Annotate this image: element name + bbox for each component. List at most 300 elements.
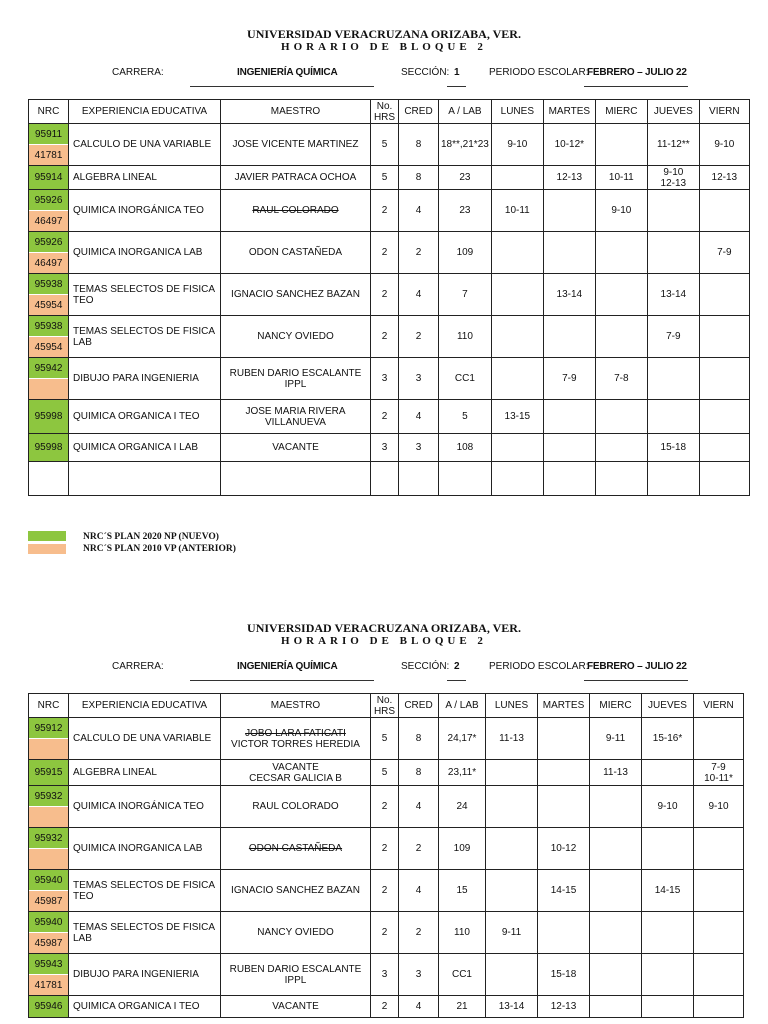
hrs-cell: 2 [371,912,399,954]
lunes-cell [491,462,543,496]
lunes-cell [491,316,543,358]
martes-cell [538,912,590,954]
nrc-cell [29,912,69,954]
cred-cell: 8 [399,166,439,190]
hrs-cell: 2 [371,190,399,232]
lunes-cell [491,232,543,274]
nrc-plan2010: 45987 [29,890,68,911]
mierc-cell: 7-8 [595,358,647,400]
hrs-cell: 2 [371,274,399,316]
mierc-cell [590,996,642,1018]
schedule-subtitle: HORARIO DE BLOQUE 2 [281,635,487,647]
table-row [29,434,750,462]
lab-cell: 7 [439,274,492,316]
table-row [29,760,744,786]
carrera-label: CARRERA: [112,67,164,78]
experiencia-cell: TEMAS SELECTOS DE FISICA TEO [69,870,221,912]
nrc-plan2020: 95940 [29,870,68,890]
mierc-cell [590,912,642,954]
martes-cell: 15-18 [538,954,590,996]
nrc-plan2020: 95942 [29,358,68,378]
martes-cell: 12-13 [543,166,595,190]
experiencia-cell: TEMAS SELECTOS DE FISICA TEO [69,274,221,316]
nrc-cell [29,760,69,786]
maestro-cell [221,718,371,760]
cred-cell: 2 [399,828,439,870]
maestro-name: NANCY OVIEDO [257,331,334,342]
maestro-cell [221,232,371,274]
hrs-cell: 5 [371,166,399,190]
martes-cell: 14-15 [538,870,590,912]
experiencia-cell: ALGEBRA LINEAL [69,760,221,786]
maestro-cell [221,190,371,232]
maestro-cell [221,912,371,954]
jueves-cell: 14-15 [642,870,694,912]
lab-cell: 108 [439,434,492,462]
jueves-cell: 15-16* [642,718,694,760]
experiencia-cell: QUIMICA INORGÁNICA TEO [69,190,221,232]
maestro-name: JOSE VICENTE MARTINEZ [232,139,359,150]
nrc-plan2020: 95998 [29,434,68,461]
lab-header: A / LAB [439,100,492,124]
nrc-plan2020: 95938 [29,274,68,294]
maestro-name: CECSAR GALICIA B [249,772,342,784]
periodo-value: FEBRERO – JULIO 22 [587,67,687,78]
lab-cell: 23,11* [439,760,486,786]
lunes-cell [486,954,538,996]
nrc-header: NRC [29,100,69,124]
nrc-cell [29,124,69,166]
nrc-cell [29,232,69,274]
jueves-cell [647,462,699,496]
lab-cell: 18**,21*23 [439,124,492,166]
vier-cell [699,358,749,400]
cred-cell: 4 [399,274,439,316]
maestro-cell [221,760,371,786]
mierc-cell [595,232,647,274]
jueves-cell [647,190,699,232]
vier-cell [699,316,749,358]
lunes-cell [491,166,543,190]
experiencia-cell: CALCULO DE UNA VARIABLE [69,124,221,166]
hrs-cell: 5 [371,760,399,786]
maestro-name: JAVIER PATRACA OCHOA [234,172,357,183]
lab-cell: 109 [439,232,492,274]
mierc-cell: 11-13 [590,760,642,786]
lab-cell: 24 [439,786,486,828]
vier-header: VIERN [699,100,749,124]
hrs-cell: 2 [371,996,399,1018]
martes-cell: 12-13 [538,996,590,1018]
nrc-plan2010 [29,738,68,759]
mierc-cell [595,274,647,316]
table-row [29,996,744,1018]
nrc-cell [29,462,69,496]
experiencia-cell: DIBUJO PARA INGENIERIA [69,954,221,996]
maestro-header: MAESTRO [221,100,371,124]
experiencia-header: EXPERIENCIA EDUCATIVA [69,694,221,718]
hrs-cell: 3 [371,358,399,400]
martes-cell [538,760,590,786]
nrc-header: NRC [29,694,69,718]
maestro-name: IGNACIO SANCHEZ BAZAN [231,289,360,300]
lab-cell: 110 [439,912,486,954]
schedule-subtitle: HORARIO DE BLOQUE 2 [281,41,487,53]
periodo-underline [584,86,688,87]
table-header-row [29,694,744,718]
mierc-cell [595,124,647,166]
cred-cell: 4 [399,870,439,912]
lab-cell: CC1 [439,358,492,400]
vier-cell: 9-10 [699,124,749,166]
nrc-plan2020: 95914 [29,166,68,189]
maestro-header: MAESTRO [221,694,371,718]
lunes-cell [486,786,538,828]
maestro-name: JOSE MARIA RIVERA [245,405,346,417]
lunes-cell: 11-13 [486,718,538,760]
mierc-cell [595,400,647,434]
lunes-cell [491,434,543,462]
nrc-plan2010: 45954 [29,336,68,357]
martes-cell: 10-12 [538,828,590,870]
nrc-plan2020: 95911 [29,124,68,144]
hrs-cell: 3 [371,434,399,462]
martes-cell [543,400,595,434]
experiencia-cell: QUIMICA ORGANICA I LAB [69,434,221,462]
hrs-cell: 5 [371,718,399,760]
jueves-header: JUEVES [647,100,699,124]
university-title: UNIVERSIDAD VERACRUZANA ORIZABA, VER. [247,27,521,41]
cred-cell: 4 [399,190,439,232]
nrc-plan2010: 45987 [29,932,68,953]
carrera-underline [190,86,374,87]
cred-header: CRED [399,100,439,124]
lab-cell: 21 [439,996,486,1018]
seccion-underline [447,86,466,87]
table-row [29,718,744,760]
table-row [29,954,744,996]
mierc-cell [590,870,642,912]
cred-cell: 3 [399,358,439,400]
jueves-header: JUEVES [642,694,694,718]
mierc-cell [595,462,647,496]
nrc-plan2020: 95926 [29,190,68,210]
table-row [29,124,750,166]
periodo-value: FEBRERO – JULIO 22 [587,661,687,672]
experiencia-cell: QUIMICA ORGANICA I TEO [69,400,221,434]
maestro-name: NANCY OVIEDO [257,927,334,938]
nrc-cell [29,434,69,462]
martes-cell [543,434,595,462]
carrera-underline [190,680,374,681]
jueves-cell [642,996,694,1018]
lunes-cell [486,870,538,912]
table-row [29,274,750,316]
vier-cell: 7-9 [699,232,749,274]
experiencia-cell: QUIMICA INORGANICA LAB [69,232,221,274]
hrs-cell: 2 [371,232,399,274]
mierc-cell [595,434,647,462]
jueves-cell [642,954,694,996]
nrc-plan2020: 95998 [29,400,68,433]
schedule-table-1 [28,99,750,496]
vier-cell [699,400,749,434]
vier-cell [699,274,749,316]
table-row [29,232,750,274]
vier-cell [694,718,744,760]
maestro-name: RUBEN DARIO ESCALANTE [229,367,362,379]
nrc-plan2010 [29,378,68,399]
maestro-name: IGNACIO SANCHEZ BAZAN [231,885,360,896]
maestro-name: IPPL [284,974,307,986]
nrc-cell [29,166,69,190]
periodo-label: PERIODO ESCOLAR: [489,661,589,672]
nrc-plan2010: 41781 [29,144,68,165]
cred-cell: 3 [399,954,439,996]
maestro-cell [221,954,371,996]
carrera-value: INGENIERÍA QUÍMICA [237,67,338,78]
nrc-plan2020: 95932 [29,828,68,848]
mierc-cell [590,786,642,828]
schedule-block-2 [0,594,768,1024]
vier-cell: 12-13 [699,166,749,190]
legend-plan2020: NRC´S PLAN 2020 NP (NUEVO) [83,532,219,542]
nrc-plan2020: 95940 [29,912,68,932]
cred-cell: 2 [399,232,439,274]
nrc-plan2010: 46497 [29,252,68,273]
vier-cell [694,828,744,870]
martes-cell: 13-14 [543,274,595,316]
cred-cell: 2 [399,316,439,358]
maestro-name: JOBO LARA FATICATI [245,727,346,739]
mierc-header: MIERC [595,100,647,124]
mierc-cell: 9-11 [590,718,642,760]
lab-cell: 15 [439,870,486,912]
vier-cell [699,190,749,232]
table-row [29,358,750,400]
nrc-cell [29,274,69,316]
martes-cell [538,786,590,828]
table-row [29,166,750,190]
maestro-name: VACANTE [272,761,319,773]
table-row [29,400,750,434]
martes-header: MARTES [538,694,590,718]
maestro-cell [221,400,371,434]
hrs-cell [371,462,399,496]
hrs-cell: 2 [371,828,399,870]
maestro-cell [221,358,371,400]
vier-cell: 9-10 [694,786,744,828]
martes-cell [538,718,590,760]
lunes-cell [486,760,538,786]
table-row [29,912,744,954]
lunes-header: LUNES [491,100,543,124]
table-header-row [29,100,750,124]
vier-cell [699,434,749,462]
vier-header: VIERN [694,694,744,718]
hrs-cell: 5 [371,124,399,166]
mierc-cell [590,954,642,996]
lab-header: A / LAB [439,694,486,718]
maestro-cell [221,828,371,870]
maestro-cell [221,316,371,358]
mierc-cell: 10-11 [595,166,647,190]
table-row [29,870,744,912]
table-row [29,828,744,870]
hrs-header: No. HRS [371,694,399,718]
nrc-plan2020: 95932 [29,786,68,806]
hrs-header: No. HRS [371,100,399,124]
maestro-name: IPPL [284,378,307,390]
cred-cell: 3 [399,434,439,462]
experiencia-cell: QUIMICA INORGANICA LAB [69,828,221,870]
nrc-plan2020: 95915 [29,760,68,785]
nrc-plan2020: 95912 [29,718,68,738]
jueves-cell [647,400,699,434]
nrc-plan2010: 41781 [29,974,68,995]
experiencia-cell: DIBUJO PARA INGENIERIA [69,358,221,400]
lunes-cell: 13-14 [486,996,538,1018]
maestro-cell [221,434,371,462]
vier-cell [694,996,744,1018]
table-row [29,462,750,496]
vier-cell: 7-9 10-11* [694,760,744,786]
maestro-name: RUBEN DARIO ESCALANTE [229,963,362,975]
cred-cell: 8 [399,718,439,760]
maestro-cell [221,166,371,190]
hrs-cell: 2 [371,316,399,358]
martes-cell: 7-9 [543,358,595,400]
hrs-cell: 3 [371,954,399,996]
martes-cell [543,232,595,274]
jueves-cell: 7-9 [647,316,699,358]
jueves-cell [642,912,694,954]
hrs-cell: 2 [371,400,399,434]
legend-swatch-plan2010 [28,544,66,554]
jueves-cell [642,760,694,786]
maestro-name: ODON CASTAÑEDA [248,843,343,854]
schedule-table-2 [28,693,744,1018]
maestro-cell [221,996,371,1018]
lunes-cell: 9-11 [486,912,538,954]
cred-cell [399,462,439,496]
experiencia-cell: QUIMICA ORGANICA I TEO [69,996,221,1018]
maestro-cell [221,786,371,828]
lab-cell: 23 [439,190,492,232]
nrc-cell [29,996,69,1018]
university-title: UNIVERSIDAD VERACRUZANA ORIZABA, VER. [247,621,521,635]
martes-cell [543,316,595,358]
nrc-cell [29,316,69,358]
vier-cell [694,954,744,996]
lab-cell: 24,17* [439,718,486,760]
martes-cell [543,462,595,496]
martes-header: MARTES [543,100,595,124]
lunes-cell [491,274,543,316]
jueves-cell [642,828,694,870]
maestro-cell [221,274,371,316]
nrc-plan2020: 95938 [29,316,68,336]
carrera-label: CARRERA: [112,661,164,672]
lab-cell: 109 [439,828,486,870]
lunes-cell: 9-10 [491,124,543,166]
nrc-plan2010 [29,848,68,869]
lunes-header: LUNES [486,694,538,718]
mierc-header: MIERC [590,694,642,718]
periodo-label: PERIODO ESCOLAR: [489,67,589,78]
jueves-cell: 15-18 [647,434,699,462]
lab-cell: 5 [439,400,492,434]
nrc-cell [29,718,69,760]
experiencia-header: EXPERIENCIA EDUCATIVA [69,100,221,124]
table-row [29,786,744,828]
cred-cell: 8 [399,124,439,166]
seccion-label: SECCIÓN: [401,67,450,78]
nrc-plan2020: 95943 [29,954,68,974]
periodo-underline [584,680,688,681]
maestro-cell [221,462,371,496]
nrc-plan2020: 95926 [29,232,68,252]
nrc-cell [29,828,69,870]
cred-cell: 4 [399,996,439,1018]
maestro-cell [221,124,371,166]
lab-cell: 110 [439,316,492,358]
lab-cell: CC1 [439,954,486,996]
experiencia-cell: TEMAS SELECTOS DE FISICA LAB [69,316,221,358]
lunes-cell [486,828,538,870]
experiencia-cell: ALGEBRA LINEAL [69,166,221,190]
nrc-cell [29,786,69,828]
nrc-plan2020 [29,462,68,495]
nrc-cell [29,190,69,232]
mierc-cell: 9-10 [595,190,647,232]
hrs-cell: 2 [371,870,399,912]
jueves-cell: 13-14 [647,274,699,316]
martes-cell: 10-12* [543,124,595,166]
mierc-cell [590,828,642,870]
maestro-name: RAUL COLORADO [252,801,339,812]
cred-cell: 2 [399,912,439,954]
nrc-plan2010 [29,806,68,827]
lab-cell: 23 [439,166,492,190]
nrc-plan2020: 95946 [29,996,68,1017]
vier-cell [694,912,744,954]
experiencia-cell: TEMAS SELECTOS DE FISICA LAB [69,912,221,954]
nrc-cell [29,870,69,912]
jueves-cell [647,358,699,400]
nrc-cell [29,400,69,434]
maestro-name: VILLANUEVA [265,416,326,428]
seccion-value: 2 [454,661,460,672]
mierc-cell [595,316,647,358]
cred-header: CRED [399,694,439,718]
seccion-label: SECCIÓN: [401,661,450,672]
maestro-name: VACANTE [272,442,319,453]
lunes-cell: 10-11 [491,190,543,232]
legend-plan2010: NRC´S PLAN 2010 VP (ANTERIOR) [83,544,236,554]
martes-cell [543,190,595,232]
lab-cell [439,462,492,496]
cred-cell: 4 [399,786,439,828]
cred-cell: 8 [399,760,439,786]
cred-cell: 4 [399,400,439,434]
legend-swatch-plan2020 [28,531,66,541]
lunes-cell: 13-15 [491,400,543,434]
maestro-name: RAUL COLORADO [252,205,339,216]
jueves-cell: 11-12** [647,124,699,166]
nrc-cell [29,954,69,996]
maestro-name: VICTOR TORRES HEREDIA [231,738,360,750]
